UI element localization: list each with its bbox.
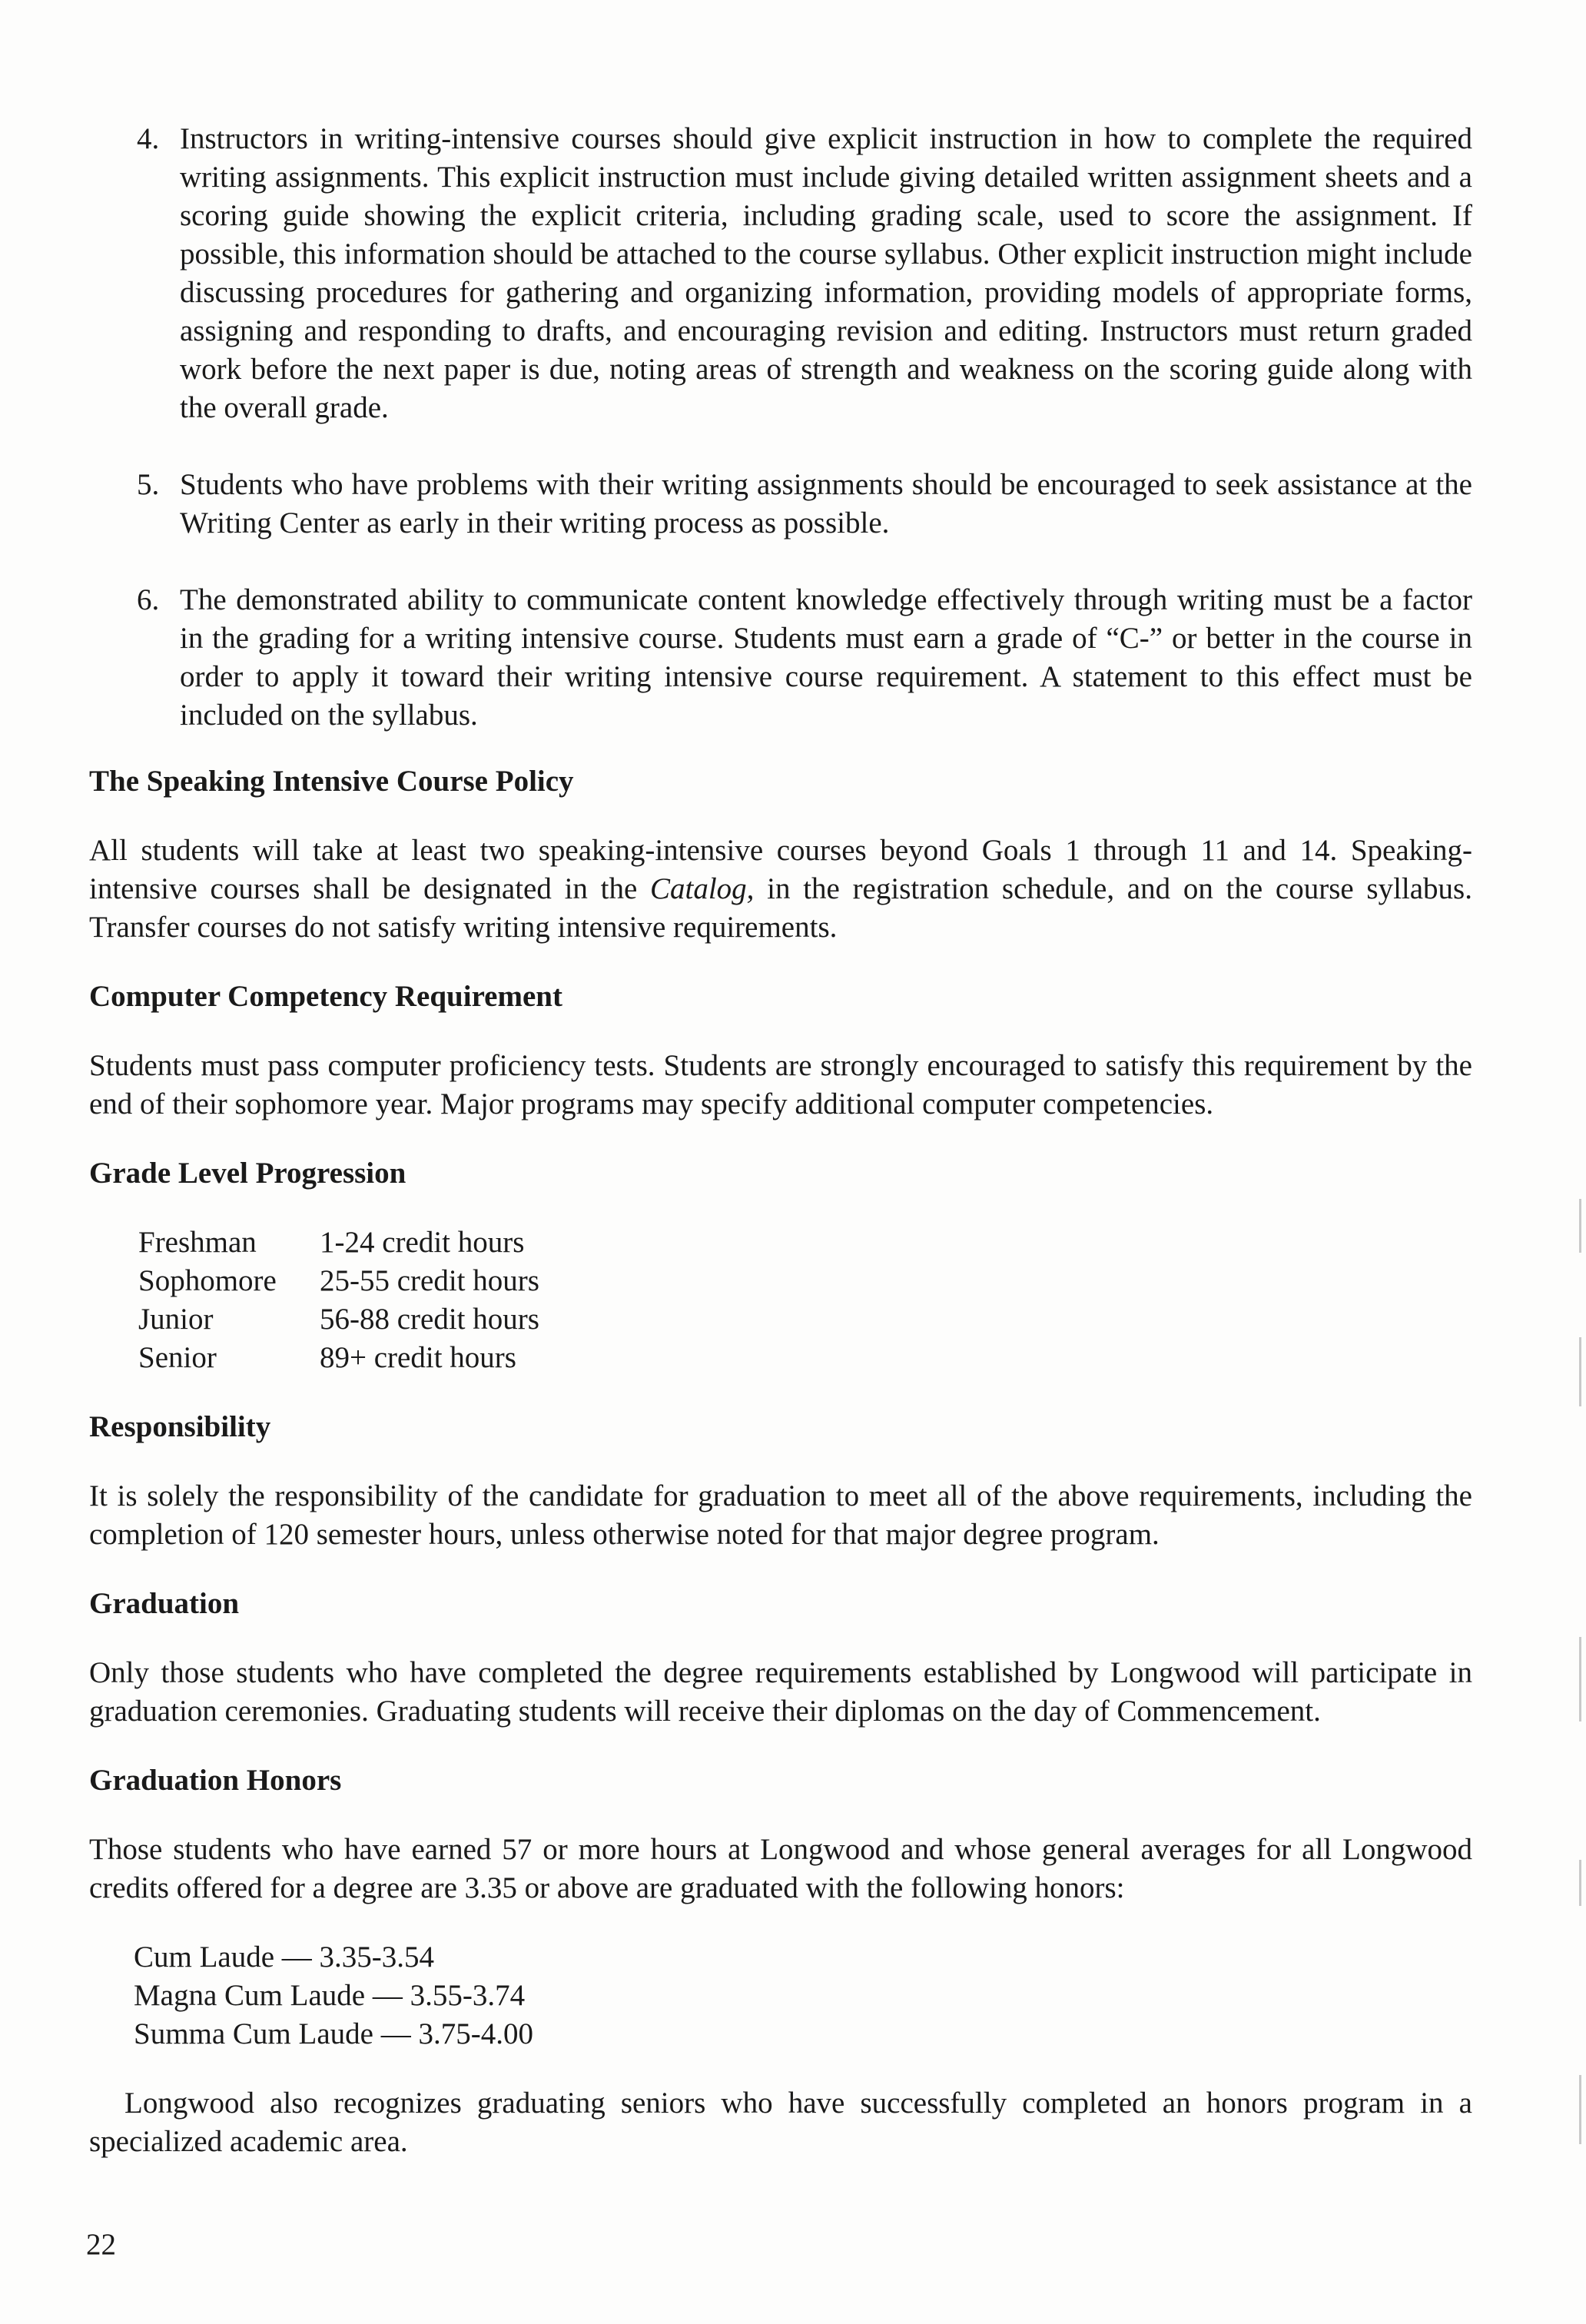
grade-level-name: Junior <box>138 1303 214 1336</box>
responsibility-paragraph: It is solely the responsibility of the candidate for graduation to meet all of the above requirements, including the completion of 120 semester hours, unless otherwise noted for that major degree program. <box>89 1479 1472 1551</box>
speaking-text-before: All students will take at least two speaking-intensive courses beyond Goals 1 through 11 and 14. Speaking-intensive courses shall be designated in the <box>89 834 1472 905</box>
list-item-5 <box>137 466 1472 543</box>
speaking-text-after: in the registration schedule, and on the course syllabus. Transfer courses do not satisfy writing intensive requirements. <box>89 872 1472 944</box>
table-row <box>138 1300 539 1339</box>
graduation-paragraph: Only those students who have completed the degree requirements established by Longwood will participate in graduation ceremonies. Graduating students will receive their diplomas on the day of Commencement. <box>89 1656 1472 1728</box>
list-text: Students who have problems with their writing assignments should be encouraged to seek assistance at the Writing Center as early in their writing process as possible. <box>180 468 1472 540</box>
speaking-paragraph <box>89 832 1472 947</box>
scan-edge-mark <box>1579 1860 1581 1906</box>
computer-paragraph: Students must pass computer proficiency tests. Students are strongly encouraged to satisfy this requirement by the end of their sophomore year. Major programs may specify additional computer competencies. <box>89 1049 1472 1120</box>
table-row <box>138 1223 539 1262</box>
list-item: Magna Cum Laude — 3.55-3.74 <box>134 1979 526 2012</box>
honors-closing-paragraph: Longwood also recognizes graduating seniors who have successfully completed an honors program in a specialized academic area. <box>89 2087 1472 2158</box>
list-item: Summa Cum Laude — 3.75-4.00 <box>134 2017 533 2050</box>
grade-level-name: Freshman <box>138 1226 257 1259</box>
list-item: Cum Laude — 3.35-3.54 <box>134 1941 435 1974</box>
computer-heading: Computer Competency Requirement <box>89 980 562 1013</box>
grade-level-hours: 25-55 credit hours <box>320 1264 539 1297</box>
page-number: 22 <box>86 2228 116 2261</box>
scan-edge-mark <box>1579 2075 1581 2144</box>
speaking-heading: The Speaking Intensive Course Policy <box>89 765 574 798</box>
graduation-heading: Graduation <box>89 1587 240 1620</box>
honors-list <box>134 1938 1472 2053</box>
grade-level-table <box>138 1223 539 1377</box>
list-text: Instructors in writing-intensive courses should give explicit instruction in how to complete the required writing assignments. This explicit instruction must include giving detailed written assignment sheets and a scoring guide showing the explicit criteria, including grading scale, used to score the assignment. If possible, this information should be attached to the course syllabus. Other explicit instruction might include discussing procedures for gathering and organizing information, providing models of appropriate forms, assigning and responding to drafts, and encouraging revision and editing. Instructors must return graded work before the next paper is due, noting areas of strength and weakness on the scoring guide along with the overall grade. <box>180 122 1472 424</box>
honors-heading: Graduation Honors <box>89 1764 342 1797</box>
grade-level-name: Senior <box>138 1341 217 1374</box>
responsibility-heading: Responsibility <box>89 1410 271 1443</box>
table-row <box>138 1262 539 1300</box>
table-row <box>138 1339 539 1377</box>
scan-edge-mark <box>1579 1199 1581 1253</box>
list-item-6 <box>137 581 1472 735</box>
scan-edge-mark <box>1579 1337 1581 1406</box>
page-content <box>89 120 1472 2161</box>
scan-edge-mark <box>1579 1637 1581 1721</box>
list-number: 6. <box>137 583 160 616</box>
grade-level-hours: 1-24 credit hours <box>320 1226 525 1259</box>
grade-level-hours: 89+ credit hours <box>320 1341 516 1374</box>
honors-paragraph: Those students who have earned 57 or more hours at Longwood and whose general averages for all Longwood credits offered for a degree are 3.35 or above are graduated with the following honors: <box>89 1833 1472 1904</box>
catalog-title: Catalog, <box>650 872 755 905</box>
grade-level-hours: 56-88 credit hours <box>320 1303 539 1336</box>
list-text: The demonstrated ability to communicate content knowledge effectively through writing must be a factor in the grading for a writing intensive course. Students must earn a grade of “C-” or better in the course in order to apply it toward their writing intensive course requirement. A statement to this effect must be included on the syllabus. <box>180 583 1472 732</box>
grade-level-name: Sophomore <box>138 1264 277 1297</box>
grade-level-heading: Grade Level Progression <box>89 1157 406 1190</box>
list-number: 5. <box>137 468 160 501</box>
list-number: 4. <box>137 122 160 155</box>
list-item-4 <box>137 120 1472 427</box>
